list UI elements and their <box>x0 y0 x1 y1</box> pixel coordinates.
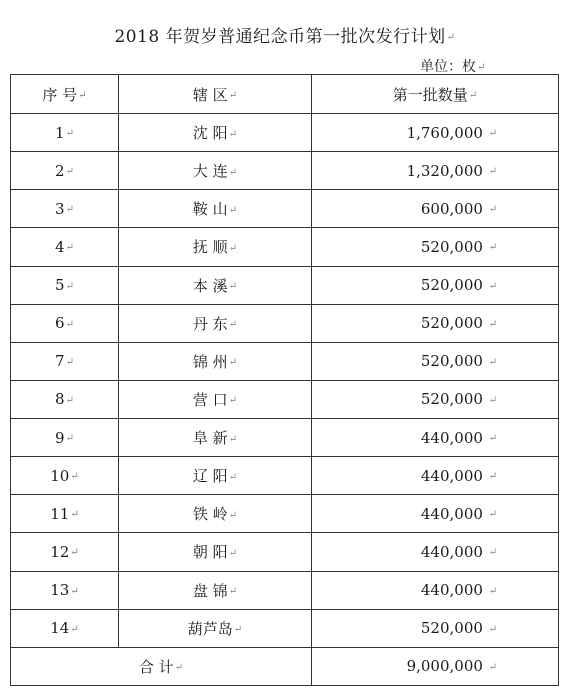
table-row <box>11 190 559 228</box>
row-number: 3↵ <box>11 190 119 228</box>
row-region: 鞍 山↵ <box>119 190 312 228</box>
row-region: 营 口↵ <box>119 380 312 418</box>
table-row <box>11 152 559 190</box>
row-quantity: 440,000 ↵ <box>312 533 559 571</box>
header-quantity: 第一批数量↵ <box>312 75 559 114</box>
table-row <box>11 228 559 266</box>
row-number: 10↵ <box>11 457 119 495</box>
row-number: 12↵ <box>11 533 119 571</box>
row-quantity: 520,000 ↵ <box>312 228 559 266</box>
row-region: 沈 阳↵ <box>119 114 312 152</box>
header-region: 辖 区↵ <box>119 75 312 114</box>
row-quantity: 440,000 ↵ <box>312 495 559 533</box>
row-quantity: 520,000 ↵ <box>312 380 559 418</box>
row-quantity: 520,000 ↵ <box>312 266 559 304</box>
table-row <box>11 533 559 571</box>
row-region: 抚 顺↵ <box>119 228 312 266</box>
row-number: 9↵ <box>11 419 119 457</box>
row-quantity: 440,000 ↵ <box>312 571 559 609</box>
table-row <box>11 380 559 418</box>
table-row <box>11 114 559 152</box>
total-quantity: 9,000,000 ↵ <box>312 647 559 685</box>
row-region: 丹 东↵ <box>119 304 312 342</box>
row-region: 大 连↵ <box>119 152 312 190</box>
row-region: 盘 锦↵ <box>119 571 312 609</box>
table-row <box>11 457 559 495</box>
unit-label: 单位：枚↵ <box>420 59 486 75</box>
row-quantity: 520,000 ↵ <box>312 304 559 342</box>
row-number: 14↵ <box>11 609 119 647</box>
table-header-row <box>11 75 559 114</box>
table-row <box>11 266 559 304</box>
row-number: 4↵ <box>11 228 119 266</box>
issuance-plan-table <box>10 74 559 686</box>
row-number: 11↵ <box>11 495 119 533</box>
table-row <box>11 342 559 380</box>
header-number: 序 号↵ <box>11 75 119 114</box>
row-quantity: 520,000 ↵ <box>312 342 559 380</box>
table-row <box>11 495 559 533</box>
row-region: 朝 阳↵ <box>119 533 312 571</box>
document-title: 2018 年贺岁普通纪念币第一批次发行计划↵ <box>114 27 456 47</box>
row-region: 铁 岭↵ <box>119 495 312 533</box>
row-number: 5↵ <box>11 266 119 304</box>
table-row <box>11 304 559 342</box>
row-quantity: 1,320,000 ↵ <box>312 152 559 190</box>
row-quantity: 440,000 ↵ <box>312 419 559 457</box>
row-quantity: 520,000 ↵ <box>312 609 559 647</box>
row-region: 辽 阳↵ <box>119 457 312 495</box>
row-region: 锦 州↵ <box>119 342 312 380</box>
total-row <box>11 647 559 685</box>
row-number: 2↵ <box>11 152 119 190</box>
row-number: 1↵ <box>11 114 119 152</box>
row-quantity: 600,000 ↵ <box>312 190 559 228</box>
table-row <box>11 609 559 647</box>
row-region: 阜 新↵ <box>119 419 312 457</box>
row-region: 葫芦岛↵ <box>119 609 312 647</box>
row-number: 13↵ <box>11 571 119 609</box>
table-row <box>11 571 559 609</box>
row-number: 6↵ <box>11 304 119 342</box>
row-quantity: 1,760,000 ↵ <box>312 114 559 152</box>
total-label: 合 计↵ <box>11 647 312 685</box>
row-number: 8↵ <box>11 380 119 418</box>
table-row <box>11 419 559 457</box>
row-region: 本 溪↵ <box>119 266 312 304</box>
row-number: 7↵ <box>11 342 119 380</box>
row-quantity: 440,000 ↵ <box>312 457 559 495</box>
